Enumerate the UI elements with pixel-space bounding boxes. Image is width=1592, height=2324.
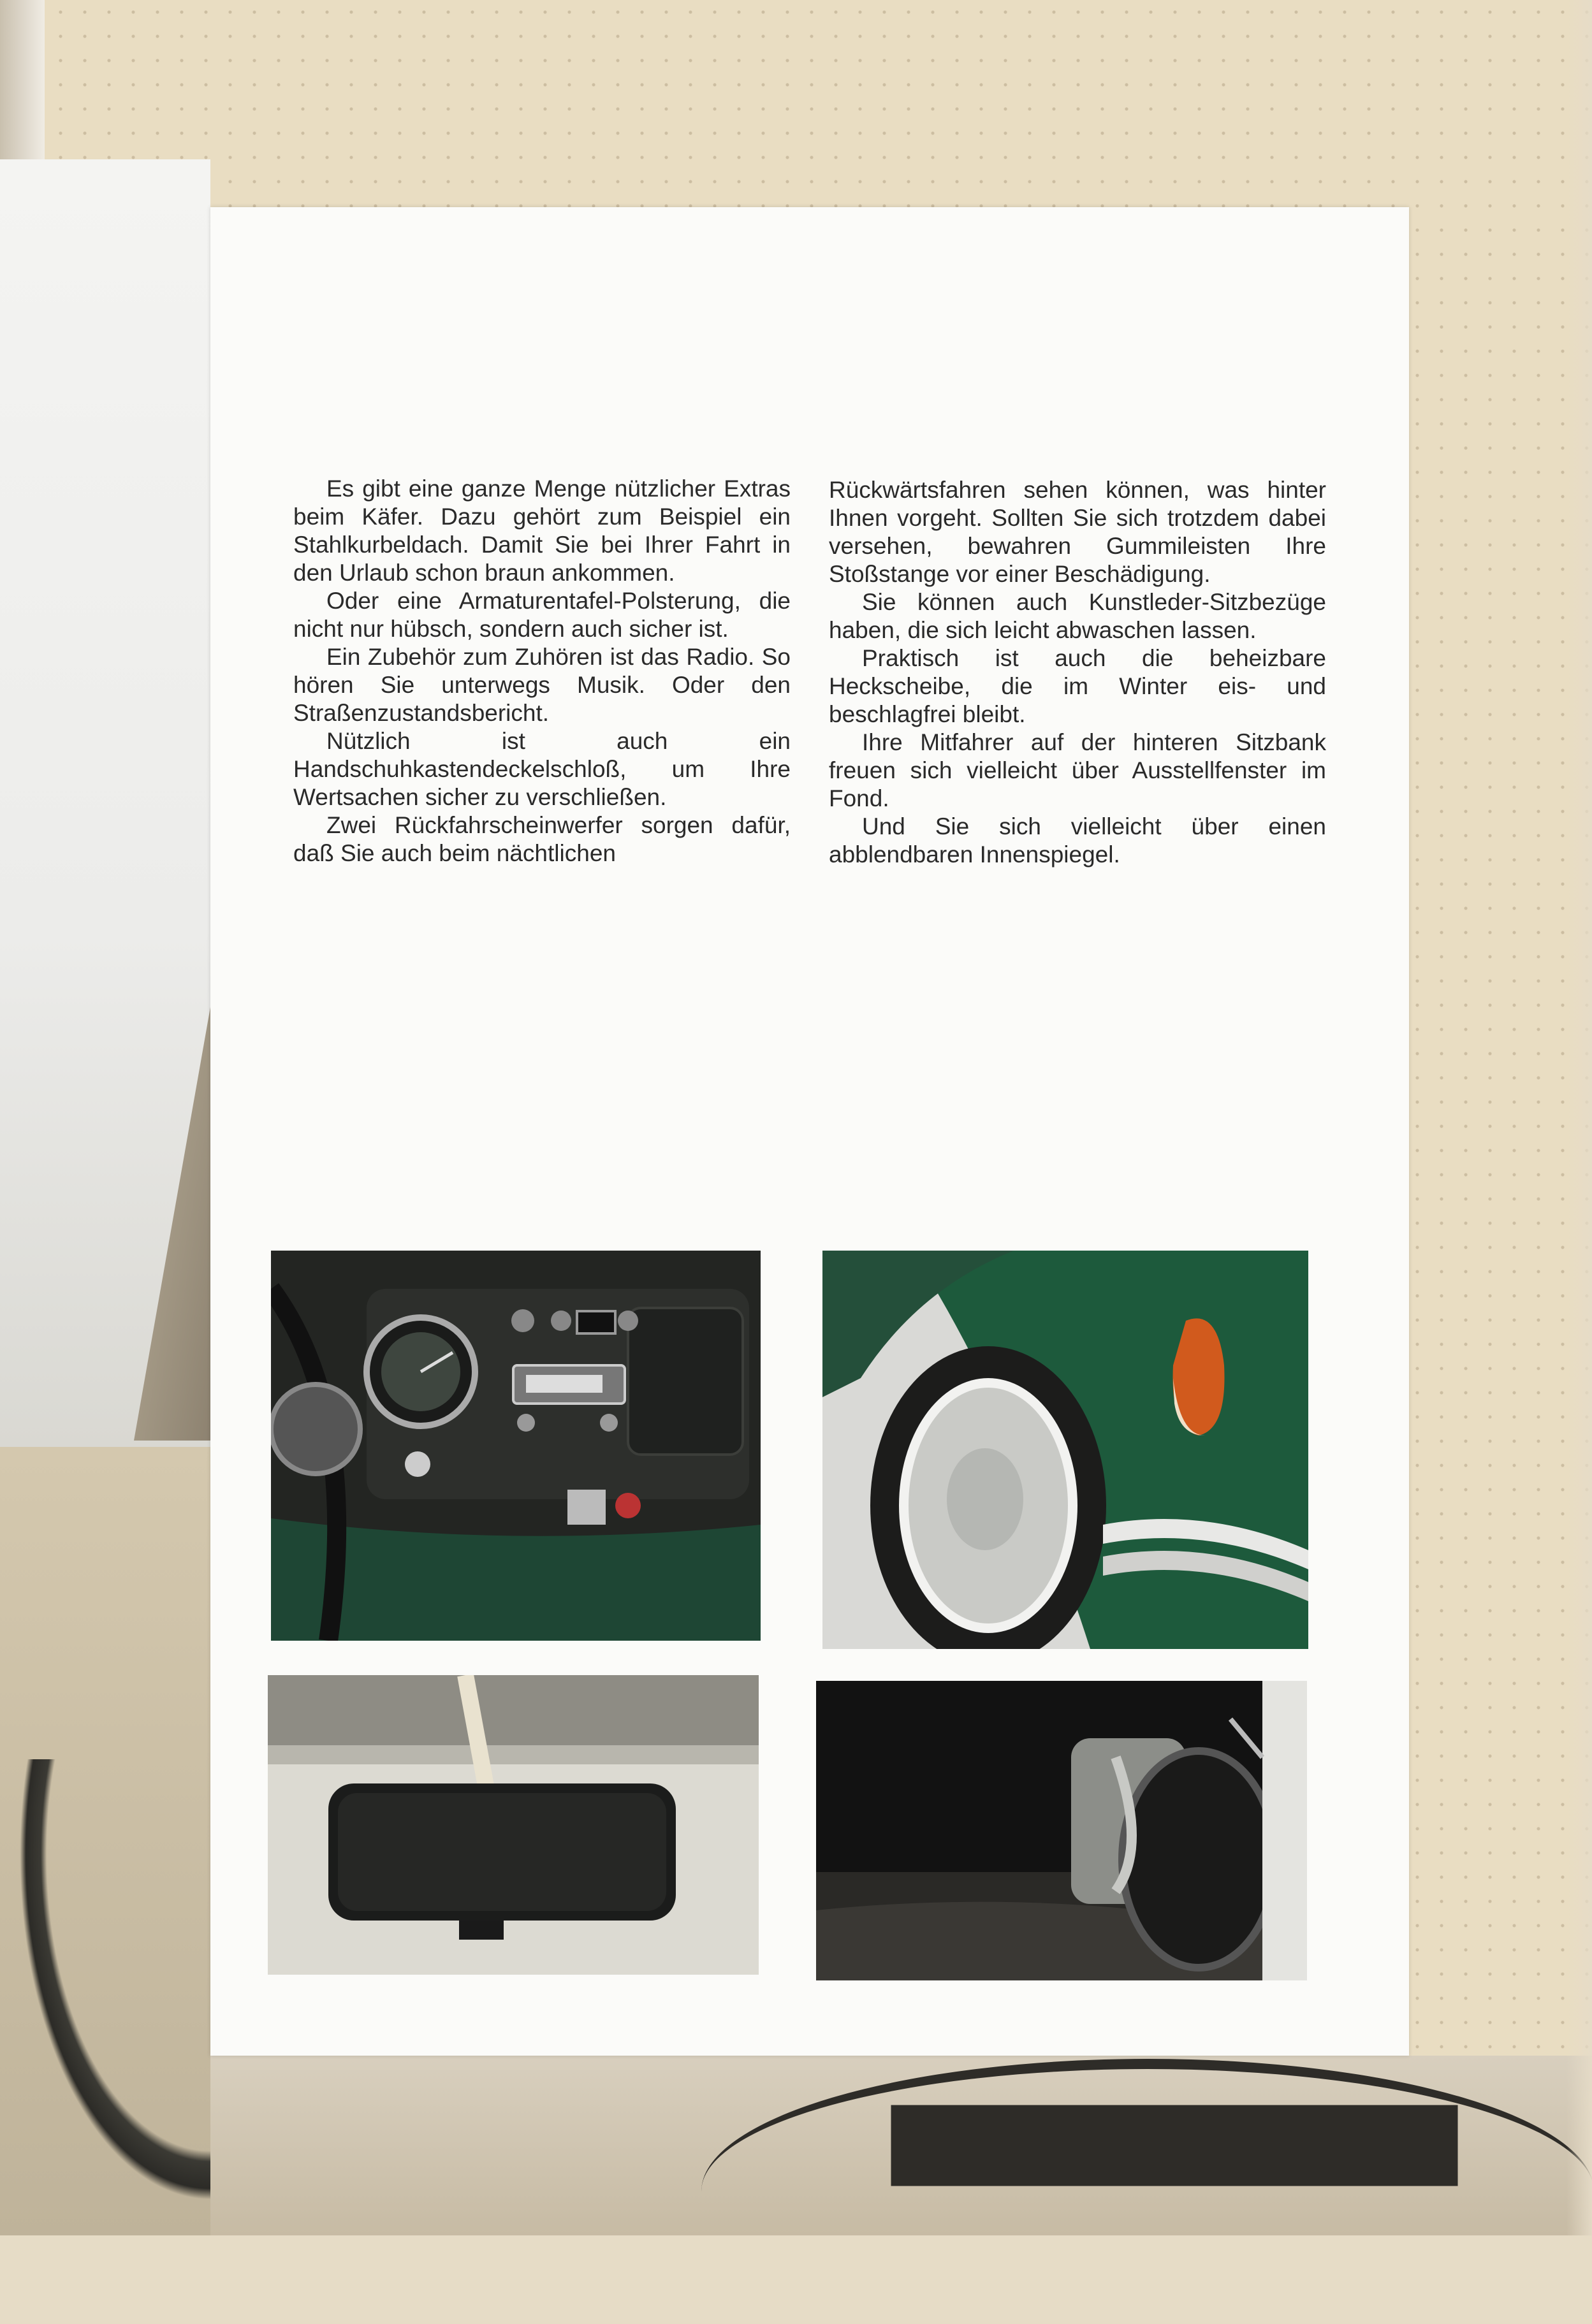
paragraph: Ihre Mitfahrer auf der hinteren Sitzbank freuen sich vielleicht über Ausstellfenster im Fond.: [829, 729, 1326, 811]
paragraph: Zwei Rückfahrscheinwerfer sorgen dafür, daß Sie auch beim nächtlichen: [293, 812, 791, 866]
trunk-spare-wheel-photo: [816, 1681, 1307, 1980]
paragraph: Es gibt eine ganze Menge nützlicher Extras beim Käfer. Dazu gehört zum Beispiel ein Stahlkurbeldach. Damit Sie bei Ihrer Fahrt in den Urlaub schon braun ankommen.: [293, 476, 791, 586]
text-column-left: [293, 475, 791, 868]
car-window-frame-bottom: [0, 1759, 210, 2235]
paragraph: Rückwärtsfahren sehen können, was hinter Ihnen vorgeht. Sollten Sie sich trotzdem dabei versehen, bewahren Gummileisten Ihre Stoßstange vor einer Beschädigung.: [829, 477, 1326, 587]
paragraph: Und Sie sich vielleicht über einen abblendbaren Innenspiegel.: [829, 813, 1326, 868]
right-page-edge: [1566, 0, 1592, 2235]
dashboard-radio-photo: [271, 1251, 761, 1641]
car-roof-arch: [701, 2059, 1592, 2324]
text-column-right: [829, 476, 1326, 869]
paragraph: Oder eine Armaturentafel-Polsterung, die nicht nur hübsch, sondern auch sicher ist.: [293, 588, 791, 642]
paragraph: Nützlich ist auch ein Handschuhkastendeckelschloß, um Ihre Wertsachen sicher zu verschließen.: [293, 728, 791, 810]
green-fender-taillight-photo: [822, 1251, 1308, 1649]
paragraph: Praktisch ist auch die beheizbare Heckscheibe, die im Winter eis- und beschlagfrei bleibt.: [829, 645, 1326, 727]
paragraph: Ein Zubehör zum Zuhören ist das Radio. So hören Sie unterwegs Musik. Oder den Straßenzustandsbericht.: [293, 644, 791, 726]
interior-mirror-photo: [268, 1675, 759, 1975]
paragraph: Sie können auch Kunstleder-Sitzbezüge haben, die sich leicht abwaschen lassen.: [829, 589, 1326, 643]
